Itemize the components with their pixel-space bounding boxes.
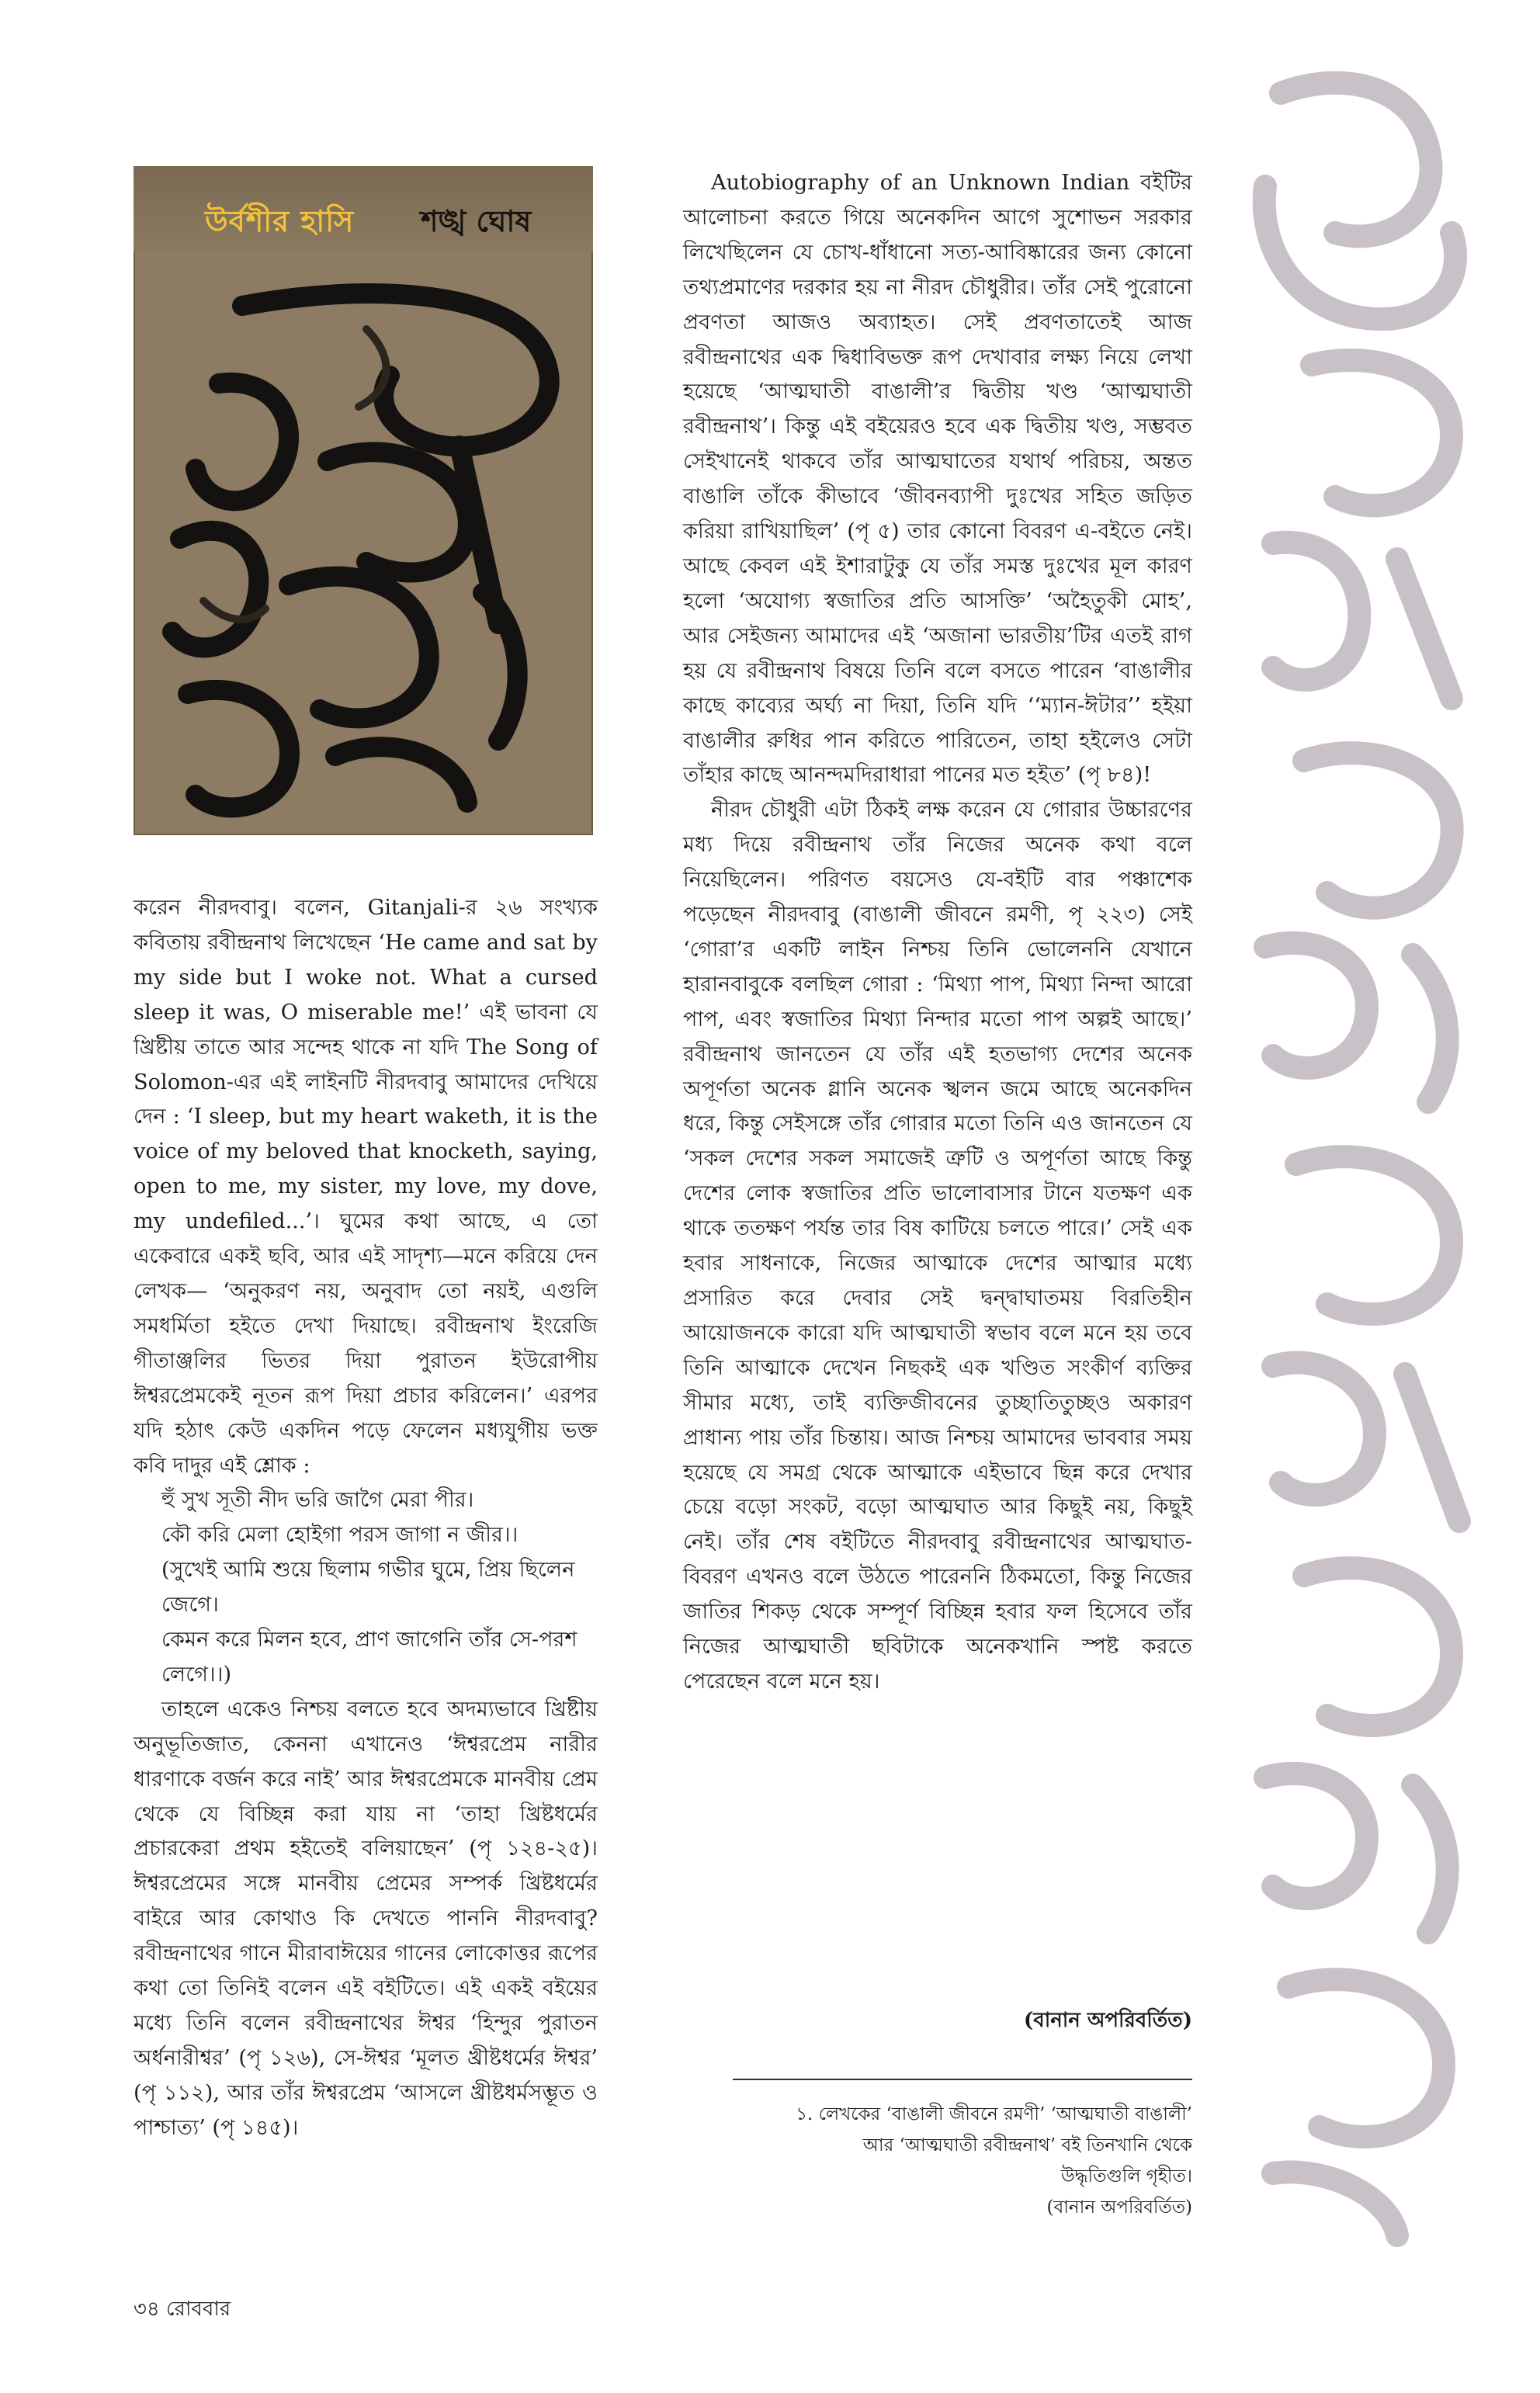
verse-line: হুঁ সুখ সূতী নীদ ভরি জাগৈ মেরা পীর। xyxy=(161,1488,474,1513)
spelling-note: (বানান অপরিবর্তিত) xyxy=(1023,2009,1192,2032)
paragraph: Autobiography of an Unknown Indian বইটির আলোচনা করতে গিয়ে অনেকদিন আগে সুশোভন সরকার লিখেছিলেন যে চোখ-ধাঁধানো সত্য-আবিষ্কারের জন্য কোনো তথ্যপ্রমাণের দরকার হয় না নীরদ চৌধুরীর। তাঁর সেই পুরোনো প্রবণতা আজও অব্যাহত। সেই প্রবণতাতেই আজ রবীন্দ্রনাথের এক দ্বিধাবিভক্ত রূপ দেখাবার লক্ষ্য নিয়ে লেখা হয়েছে ‘আত্মঘাতী বাঙালী’র দ্বিতীয় খণ্ড ‘আত্মঘাতী রবীন্দ্রনাথ’। কিন্তু এই বইয়েরও হবে এক দ্বিতীয় খণ্ড, সম্ভবত সেইখানেই থাকবে তাঁর আত্মঘাতের যথার্থ পরিচয়, অন্তত বাঙালি তাঁকে কীভাবে ‘জীবনব্যাপী দুঃখের সহিত জড়িত করিয়া রাখিয়াছিল’ (পৃ ৫) তার কোনো বিবরণ এ-বইতে নেই। আছে কেবল এই ইশারাটুকু যে তাঁর সমস্ত দুঃখের মূল কারণ হলো ‘অযোগ্য স্বজাতির প্রতি আসক্তি’ ‘অহৈতুকী মোহ’, আর সেইজন্য আমাদের এই ‘অজানা ভারতীয়’টির এতই রাগ হয় যে রবীন্দ্রনাথ বিষয়ে তিনি বলে বসতে পারেন ‘বাঙালীর কাছে কাব্যের অর্ঘ্য না দিয়া, তিনি যদি ‘‘ম্যান-ঈটার’’ হইয়া বাঙালীর রুধির পান করিতে পারিতেন, তাহা হইলেও সেটা তাঁহার কাছে আনন্দমদিরাধারা পানের মত হইত’ (পৃ ৮৪)! xyxy=(683,171,1192,788)
cover-calligraphy-art xyxy=(134,259,593,835)
verse-line: কৌ করি মেলা হোইগা পরস জাগা ন জীর।। xyxy=(161,1523,519,1548)
right-column xyxy=(683,166,1192,1700)
page-folio: ৩৪ রোববার xyxy=(134,2298,231,2321)
verse-line: (সুখেই আমি শুয়ে ছিলাম গভীর ঘুমে, প্রিয় ছিলেন জেগে। xyxy=(161,1558,575,1618)
book-cover xyxy=(134,166,593,835)
footnote-line: উদ্ধৃতিগুলি গৃহীত। xyxy=(1060,2166,1192,2187)
cover-title: উর্বশীর হাসি xyxy=(205,204,355,238)
paragraph: করেন নীরদবাবু। বলেন, Gitanjali-র ২৬ সংখ্যক কবিতায় রবীন্দ্রনাথ লিখেছেন ‘He came and sat by my side but I woke not. What a cursed sleep it was, O miserable me!’ এই ভাবনা যে খ্রিষ্টীয় তাতে আর সন্দেহ থাকে না যদি The Song of Solomon-এর এই লাইনটি নীরদবাবু আমাদের দেখিয়ে দেন : ‘I sleep, but my heart waketh, it is the voice of my beloved that knocketh, saying, open to me, my sister, my love, my dove, my undefiled...’। ঘুমের কথা আছে, এ তো একেবারে একই ছবি, আর এই সাদৃশ্য—মনে করিয়ে দেন লেখক— ‘অনুকরণ নয়, অনুবাদ তো নয়ই, এগুলি সমধর্মিতা হইতে দেখা দিয়াছে। রবীন্দ্রনাথ ইংরেজি গীতাঞ্জলির ভিতর দিয়া পুরাতন ইউরোপীয় ঈশ্বরপ্রেমকেই নূতন রূপ দিয়া প্রচার করিলেন।’ এরপর যদি হঠাৎ কেউ একদিন পড়ে ফেলেন মধ্যযুগীয় ভক্ত কবি দাদুর এই শ্লোক : xyxy=(134,896,598,1478)
footnote-divider xyxy=(733,2079,1192,2080)
footnote xyxy=(714,2099,1192,2223)
verse-line: কেমন করে মিলন হবে, প্রাণ জাগেনি তাঁর সে-পরশ লেগে।।) xyxy=(161,1628,578,1687)
cover-author: শঙ্খ ঘোষ xyxy=(421,204,532,238)
footnote-line: ১. লেখকের ‘বাঙালী জীবনে রমণী’ ‘আত্মঘাতী বাঙালী’ xyxy=(796,2104,1192,2124)
footnote-line: আর ‘আত্মঘাতী রবীন্দ্রনাথ’ বই তিনখানি থেকে xyxy=(862,2135,1192,2155)
paragraph: তাহলে একেও নিশ্চয় বলতে হবে অদম্যভাবে খ্রিষ্টীয় অনুভূতিজাত, কেননা এখানেও ‘ঈশ্বরপ্রেম নারীর ধারণাকে বর্জন করে নাই’ আর ঈশ্বরপ্রেমকে মানবীয় প্রেম থেকে যে বিচ্ছিন্ন করা যায় না ‘তাহা খ্রিষ্টধর্মের প্রচারকেরা প্রথম হইতেই বলিয়াছেন’ (পৃ ১২৪-২৫)। ঈশ্বরপ্রেমের সঙ্গে মানবীয় প্রেমের সম্পর্ক খ্রিষ্টধর্মের বাইরে আর কোথাও কি দেখতে পাননি নীরদবাবু? রবীন্দ্রনাথের গানে মীরাবাঈয়ের গানের লোকোত্তর রূপের কথা তো তিনিই বলেন এই বইটিতে। এই একই বইয়ের মধ্যে তিনি বলেন রবীন্দ্রনাথের ঈশ্বর ‘হিন্দুর পুরাতন অর্ধনারীশ্বর’ (পৃ ১২৬), সে-ঈশ্বর ‘মূলত খ্রীষ্টধর্মের ঈশ্বর’ (পৃ ১১২), আর তাঁর ঈশ্বরপ্রেম ‘আসলে খ্রীষ্টধর্মসম্ভূত ও পাশ্চাত্য’ (পৃ ১৪৫)। xyxy=(134,1697,598,2140)
footnote-line: (বানান অপরিবর্তিত) xyxy=(1046,2197,1192,2218)
left-column xyxy=(134,891,598,2146)
decorative-calligraphy xyxy=(1219,0,1514,2266)
paragraph: নীরদ চৌধুরী এটা ঠিকই লক্ষ করেন যে গোরার উচ্চারণের মধ্য দিয়ে রবীন্দ্রনাথ তাঁর নিজের অনেক কথা বলে নিয়েছিলেন। পরিণত বয়সেও যে-বইটি বার পঞ্চাশেক পড়েছেন নীরদবাবু (বাঙালী জীবনে রমণী, পৃ ২২৩) সেই ‘গোরা’র একটি লাইন নিশ্চয় তিনি ভোলেননি যেখানে হারানবাবুকে বলছিল গোরা : ‘মিথ্যা পাপ, মিথ্যা নিন্দা আরো পাপ, এবং স্বজাতির মিথ্যা নিন্দার মতো পাপ অল্পই আছে।’ রবীন্দ্রনাথ জানতেন যে তাঁর এই হতভাগ্য দেশের অনেক অপূর্ণতা অনেক গ্লানি অনেক স্খলন জমে আছে অনেকদিন ধরে, কিন্তু সেইসঙ্গে তাঁর গোরার মতো তিনি এও জানতেন যে ‘সকল দেশের সকল সমাজেই ত্রুটি ও অপূর্ণতা আছে কিন্তু দেশের লোক স্বজাতির প্রতি ভালোবাসার টানে যতক্ষণ এক থাকে ততক্ষণ পর্যন্ত তার বিষ কাটিয়ে চলতে পারে।’ সেই এক হবার সাধনাকে, নিজের আত্মাকে দেশের আত্মার মধ্যে প্রসারিত করে দেবার সেই দ্বন্দ্বাঘাতময় বিরতিহীন আয়োজনকে কারো যদি আত্মঘাতী স্বভাব বলে মনে হয় তবে তিনি আত্মাকে দেখেন নিছকই এক খণ্ডিত সংকীর্ণ ব্যক্তির সীমার মধ্যে, তাই ব্যক্তিজীবনের তুচ্ছাতিতুচ্ছও অকারণ প্রাধান্য পায় তাঁর চিন্তায়। আজ নিশ্চয় আমাদের ভাববার সময় হয়েছে যে সমগ্র থেকে আত্মাকে এইভাবে ছিন্ন করে দেখার চেয়ে বড়ো সংকট, বড়ো আত্মঘাত আর কিছুই নয়, কিছুই নেই। তাঁর শেষ বইটিতে নীরদবাবু রবীন্দ্রনাথের আত্মঘাত-বিবরণ এখনও বলে উঠতে পারেননি ঠিকমতো, কিন্তু নিজের জাতির শিকড় থেকে সম্পূর্ণ বিচ্ছিন্ন হবার ফল হিসেবে তাঁর নিজের আত্মঘাতী ছবিটাকে অনেকখানি স্পষ্ট করতে পেরেছেন বলে মনে হয়। xyxy=(683,798,1192,1694)
